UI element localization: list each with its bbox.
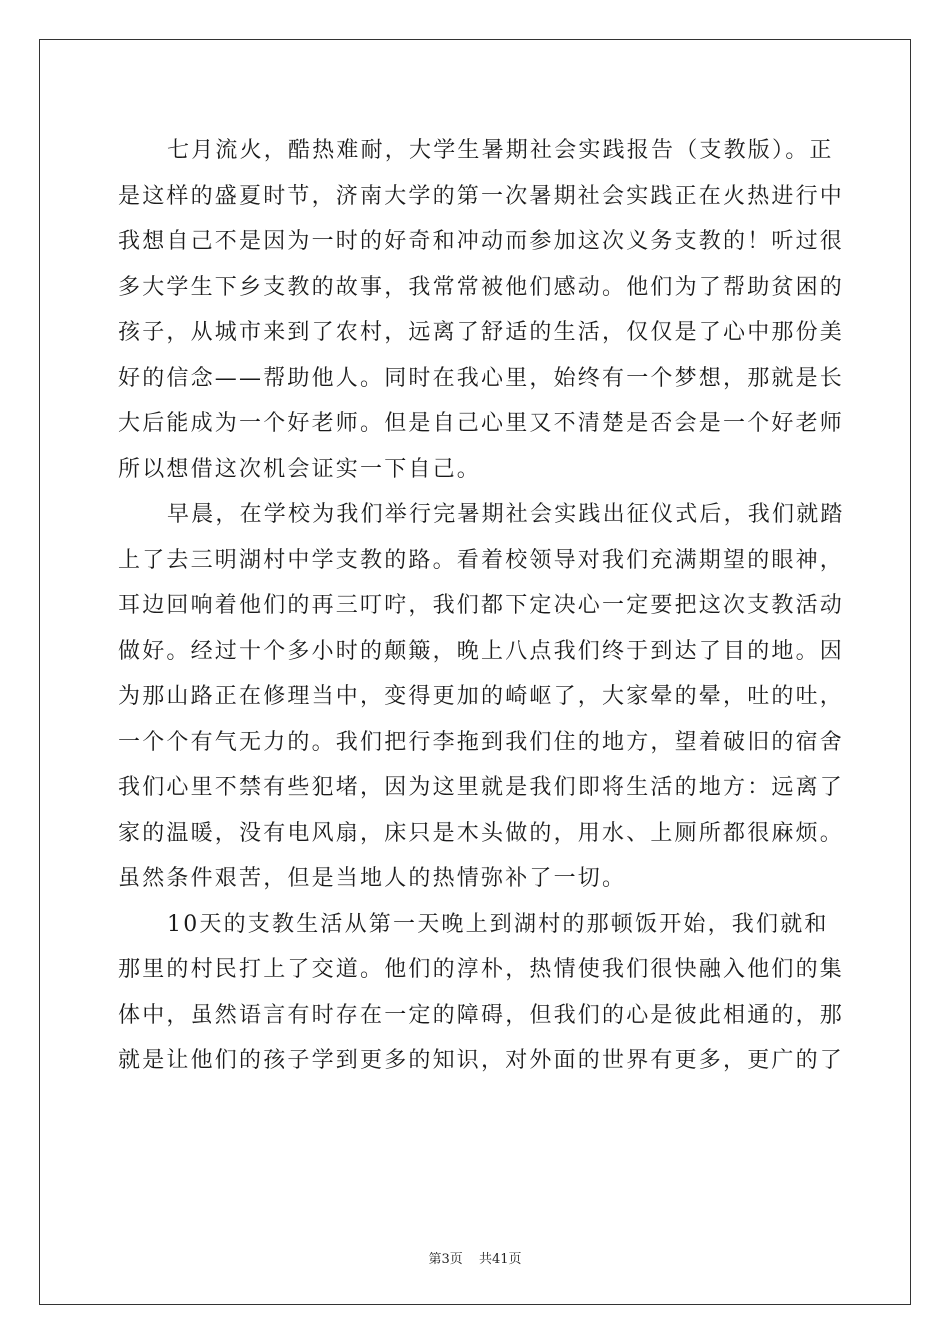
text-line: 我们心里不禁有些犯堵，因为这里就是我们即将生活的地方：远离了 <box>118 775 845 800</box>
text-line: 家的温暖，没有电风扇，床只是木头做的，用水、上厕所都很麻烦。 <box>118 820 845 846</box>
paragraph-2 <box>118 492 845 902</box>
text-line: 七月流火，酷热难耐，大学生暑期社会实践报告（支教版）。正 <box>167 138 834 163</box>
text-line: 10天的支教生活从第一天晚上到湖村的那顿饭开始，我们就和 <box>167 911 829 937</box>
text-line: 虽然条件艰苦，但是当地人的热情弥补了一切。 <box>118 866 627 891</box>
page-footer <box>0 1248 950 1267</box>
text-line: 做好。经过十个多小时的颠簸，晚上八点我们终于到达了目的地。因 <box>118 638 845 664</box>
text-line: 一个个有气无力的。我们把行李拖到我们住的地方，望着破旧的宿舍 <box>118 729 845 755</box>
text-line: 所以想借这次机会证实一下自己。 <box>118 456 482 482</box>
text-line: 上了去三明湖村中学支教的路。看着校领导对我们充满期望的眼神， <box>118 547 845 573</box>
text-line: 为那山路正在修理当中，变得更加的崎岖了，大家晕的晕，吐的吐， <box>118 684 845 709</box>
text-line: 好的信念——帮助他人。同时在我心里，始终有一个梦想，那就是长 <box>118 365 845 391</box>
text-line: 早晨，在学校为我们举行完暑期社会实践出征仪式后，我们就踏 <box>167 502 845 527</box>
text-line: 那里的村民打上了交道。他们的淳朴，热情使我们很快融入他们的集 <box>118 957 845 982</box>
paragraph-3 <box>118 902 845 1084</box>
page-number: 第3页 <box>428 1252 463 1267</box>
text-line: 我想自己不是因为一时的好奇和冲动而参加这次义务支教的！听过很 <box>118 229 845 254</box>
page-total: 共41页 <box>478 1252 522 1267</box>
text-line: 耳边回响着他们的再三叮咛，我们都下定决心一定要把这次支教活动 <box>118 593 845 618</box>
text-line: 大后能成为一个好老师。但是自己心里又不清楚是否会是一个好老师 <box>118 411 845 436</box>
text-line: 孩子，从城市来到了农村，远离了舒适的生活，仅仅是了心中那份美 <box>118 320 845 345</box>
text-line: 多大学生下乡支教的故事，我常常被他们感动。他们为了帮助贫困的 <box>118 274 845 300</box>
text-line: 体中，虽然语言有时存在一定的障碍，但我们的心是彼此相通的，那 <box>118 1002 845 1028</box>
document-body <box>118 128 845 1084</box>
paragraph-1 <box>118 128 845 492</box>
text-line: 就是让他们的孩子学到更多的知识，对外面的世界有更多，更广的了 <box>118 1048 845 1073</box>
text-line: 是这样的盛夏时节，济南大学的第一次暑期社会实践正在火热进行中 <box>118 183 845 209</box>
